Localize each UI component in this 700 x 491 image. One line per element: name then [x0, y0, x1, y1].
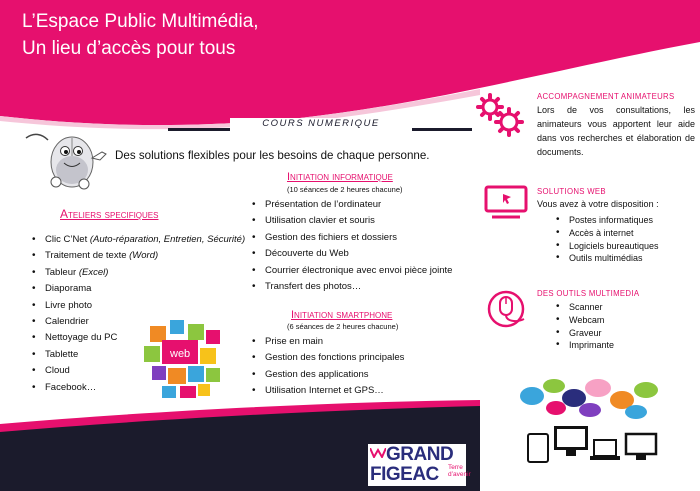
list-item: • Tableur (Excel) [32, 265, 245, 281]
list-item: • Graveur [556, 327, 614, 340]
initiation-info-title: Initiation informatique [287, 171, 393, 183]
list-item: • Outils multimédias [556, 252, 659, 265]
list-item: • Gestion des fonctions principales [252, 350, 404, 366]
solutions-web-intro: Vous avez à votre disposition : [537, 199, 659, 209]
list-item: • Calendrier [32, 314, 245, 330]
list-item: • Gestion des applications [252, 367, 404, 383]
list-item: • Nettoyage du PC [32, 330, 245, 346]
initiation-smart-subtitle: (6 séances de 2 heures chacune) [287, 322, 399, 331]
initiation-smart-list [252, 334, 404, 400]
list-item: • Transfert des photos… [252, 279, 452, 295]
list-item: • Gestion des fichiers et dossiers [252, 230, 452, 246]
svg-text:web: web [170, 348, 191, 360]
cours-tagline: Des solutions flexibles pour les besoins de chaque personne. [115, 149, 430, 162]
mouse-mascot-icon [20, 126, 112, 192]
page-title-line1: L’Espace Public Multimédia, [22, 11, 259, 32]
list-item: • Webcam [556, 314, 614, 327]
web-cubes-icon [140, 318, 226, 402]
grand-figeac-logo [368, 444, 471, 486]
cours-banner: COURS NUMERIQUE [230, 118, 412, 132]
list-item: • Courrier électronique avec envoi pièce jointe [252, 263, 452, 279]
list-item: • Diaporama [32, 281, 245, 297]
accompagnement-heading: ACCOMPAGNEMENT ANIMATEURS [537, 92, 675, 101]
list-item: • Logiciels bureautiques [556, 240, 659, 253]
list-item: • Traitement de texte (Word) [32, 248, 245, 264]
list-item: • Cloud [32, 363, 245, 379]
devices-bubbles-icon [518, 378, 668, 468]
list-item: • Accès à internet [556, 227, 659, 240]
logo-tagline: Terre d’avenir [448, 464, 471, 478]
list-item: • Scanner [556, 301, 614, 314]
monitor-cursor-icon [484, 185, 528, 221]
list-item: • Clic C’Net (Auto-réparation, Entretien, Sécurité) [32, 232, 245, 248]
solutions-web-list [556, 214, 659, 265]
accompagnement-text: Lors de vos consultations, les animateurs vous apportent leur aide dans vos recherches et élaboration de documents. [537, 105, 695, 157]
list-item: • Imprimante [556, 339, 614, 352]
list-item: • Prise en main [252, 334, 404, 350]
initiation-info-list [252, 197, 452, 295]
list-item: • Tablette [32, 347, 245, 363]
outils-heading: DES OUTILS MULTIMEDIA [537, 289, 640, 298]
solutions-web-heading: SOLUTIONS WEB [537, 187, 606, 196]
page-title-line2: Un lieu d’accès pour tous [22, 38, 236, 59]
list-item: • Facebook… [32, 380, 245, 396]
gears-icon [476, 93, 524, 137]
list-item: • Livre photo [32, 298, 245, 314]
logo-mark-icon [370, 448, 386, 458]
list-item: • Utilisation clavier et souris [252, 213, 452, 229]
ateliers-title: Ateliers specifiques [60, 207, 159, 221]
logo-figeac: FIGEAC [370, 464, 439, 485]
outils-list [556, 301, 614, 352]
list-item: • Postes informatiques [556, 214, 659, 227]
list-item: • Découverte du Web [252, 246, 452, 262]
logo-grand: GRAND [386, 444, 454, 465]
initiation-info-subtitle: (10 séances de 2 heures chacune) [287, 185, 403, 194]
initiation-smart-title: Initiation smartphone [291, 309, 393, 321]
mouse-icon [486, 289, 530, 329]
list-item: • Présentation de l’ordinateur [252, 197, 452, 213]
list-item: • Utilisation Internet et GPS… [252, 383, 404, 399]
